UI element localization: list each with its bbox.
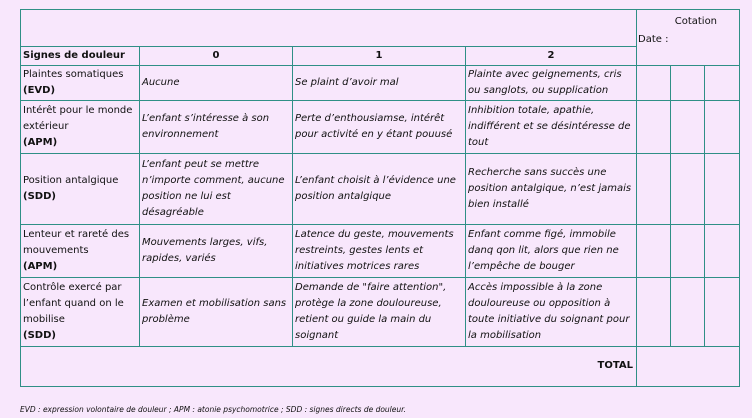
score-2-cell: Inhibition totale, apathie, indifférent et se désintéresse de tout [466,101,637,154]
cotation-label: Cotation [674,16,718,27]
sign-abbr: (SDD) [23,190,56,202]
sign-label: Lenteur et rareté des mouvements [23,228,130,256]
score-1-cell: Demande de "faire attention", protège la zone douloureuse, retient ou guide la main du soignant [293,277,466,346]
score-box[interactable] [705,154,740,224]
sign-label: Position antalgique [23,174,119,186]
score-box[interactable] [705,66,740,101]
date-label: Date : [638,34,669,45]
score-box[interactable] [637,224,671,277]
pain-assessment-table [20,9,740,387]
table-row [21,101,740,154]
sign-label: Plaintes somatiques [23,69,124,81]
title-blank-cell [21,10,637,47]
score-0-cell: Aucune [140,66,293,101]
score-box[interactable] [637,277,671,346]
sign-abbr: (EVD) [23,85,56,97]
score-0-cell: Mouvements larges, vifs, rapides, variés [140,224,293,277]
score-2-cell: Accès impossible à la zone douloureuse ou opposition à toute initiative du soignant pour la mobilisation [466,277,637,346]
score-0-cell: L’enfant peut se mettre n’importe comment, aucune position ne lui est désagréable [140,154,293,224]
table-row [21,277,740,346]
sign-abbr: (APM) [23,260,58,272]
score-box[interactable] [705,277,740,346]
score-2-cell: Enfant comme figé, immobile danq qon lit, alors que rien ne l’empêche de bouger [466,224,637,277]
score-box[interactable] [705,101,740,154]
score-box[interactable] [671,66,705,101]
total-box[interactable] [637,346,740,386]
sign-label: Intérêt pour le monde extérieur [23,105,133,133]
total-row [21,346,740,386]
score-1-cell: L’enfant choisit à l’évidence une position antalgique [293,154,466,224]
table-row [21,224,740,277]
score-0-cell: L’enfant s’intéresse à son environnement [140,101,293,154]
score-box[interactable] [671,154,705,224]
score-box[interactable] [637,101,671,154]
score-box[interactable] [637,66,671,101]
score-2-cell: Recherche sans succès une position antalgique, n’est jamais bien installé [466,154,637,224]
sign-abbr: (SDD) [23,329,56,341]
level-1-header: 1 [293,47,466,66]
cotation-cell [637,10,740,66]
footnote: EVD : expression volontaire de douleur ; APM : atonie psychomotrice ; SDD : signes directs de douleur. [20,405,406,414]
score-1-cell: Perte d’enthousiamse, intérêt pour activité en y étant pouusé [293,101,466,154]
score-box[interactable] [671,224,705,277]
table-row [21,66,740,101]
score-box[interactable] [705,224,740,277]
total-label: TOTAL [21,346,637,386]
level-2-header: 2 [466,47,637,66]
signs-header: Signes de douleur [21,47,140,66]
score-0-cell: Examen et mobilisation sans problème [140,277,293,346]
score-box[interactable] [671,101,705,154]
sign-abbr: (APM) [23,137,58,149]
sign-label: Contrôle exercé par l’enfant quand on le mobilise [23,281,124,325]
score-2-cell: Plainte avec geignements, cris ou sanglots, ou supplication [466,66,637,101]
score-1-cell: Latence du geste, mouvements restreints, gestes lents et initiatives motrices rares [293,224,466,277]
level-0-header: 0 [140,47,293,66]
score-1-cell: Se plaint d’avoir mal [293,66,466,101]
score-box[interactable] [637,154,671,224]
table-row [21,154,740,224]
score-box[interactable] [671,277,705,346]
